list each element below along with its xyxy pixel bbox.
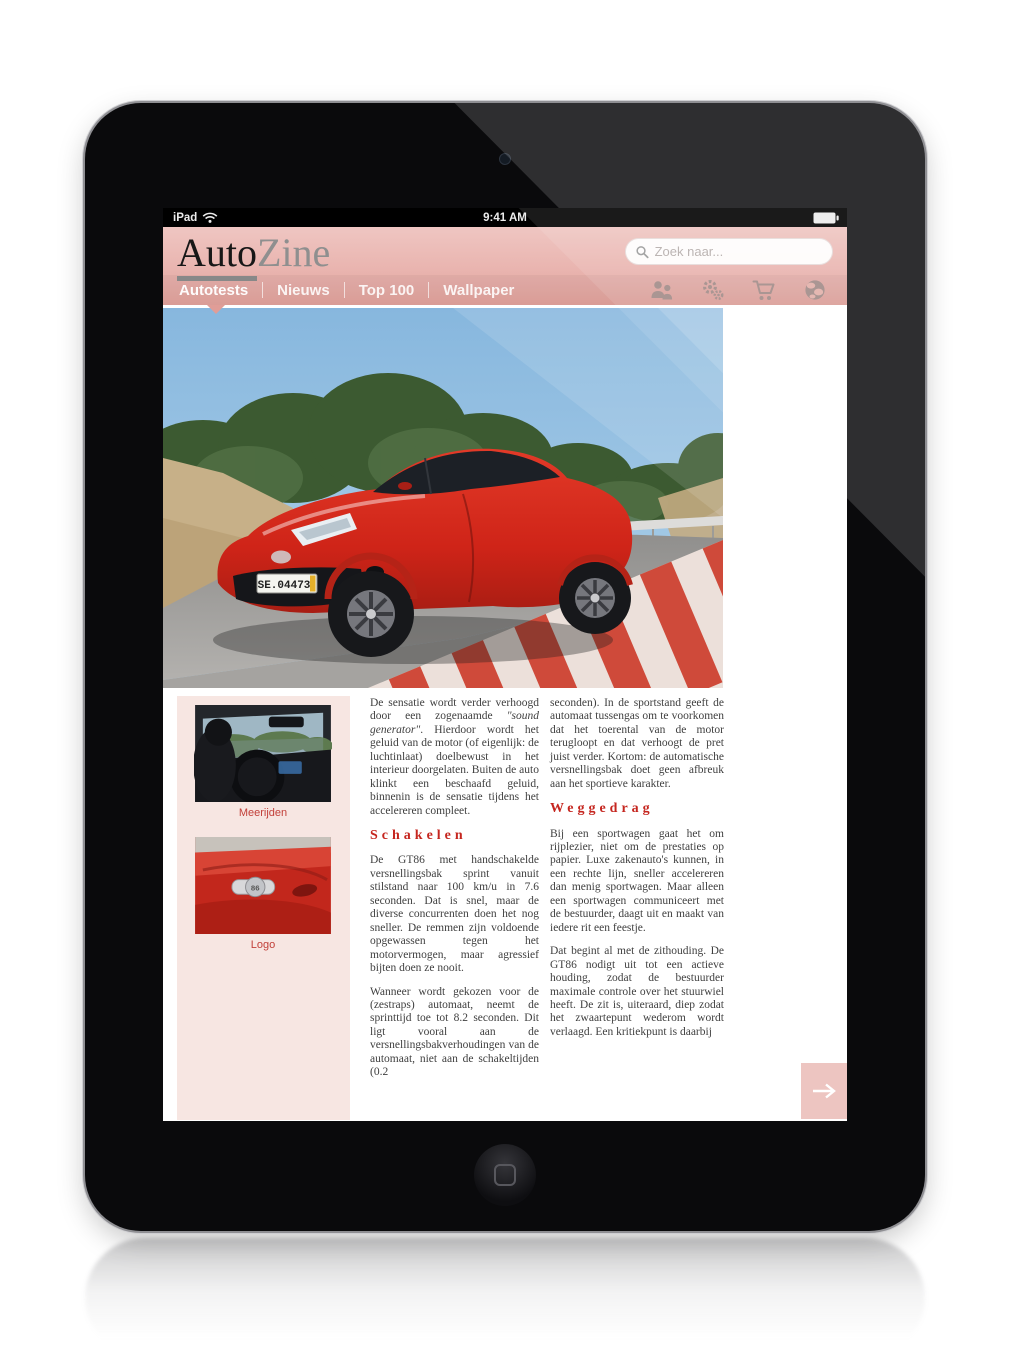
thumbnail-caption: Meerijden: [238, 807, 288, 819]
sidebar: [177, 696, 350, 1120]
paragraph: De GT86 met handschakelde versnellingsbak sprint vanuit stilstand naar 100 km/u in 7.6 seconden. Dat is snel, maar de diverse concurrenten doen het nog sneller. De remmen zijn voldoende opgewassen tegen het motorvermogen, maar agressief bijten doen ze nooit.: [370, 854, 539, 975]
search-input[interactable]: [655, 244, 822, 259]
section-heading-weggedrag: Weggedrag: [550, 801, 654, 817]
users-icon[interactable]: [650, 279, 674, 301]
nav-bar: [163, 275, 847, 305]
paragraph: De sensatie wordt verder verhoogd door een zogenaamde "sound generator". Hierdoor wordt het geluid van de motor (of eigenlijk: de luchtinlaat) doelbewust in het interieur doorgelaten. Buiten de auto klinkt een beschaafd geluid, binnenin is de sensatie tijdens het accelereren compleet.: [370, 697, 539, 817]
interior-thumbnail-image: [194, 705, 332, 802]
car-photo-illustration: [163, 308, 723, 688]
cart-icon[interactable]: [752, 279, 776, 301]
search-bar[interactable]: [625, 238, 833, 265]
svg-text:86: 86: [250, 883, 260, 893]
tab-autotests[interactable]: Autotests: [179, 281, 249, 299]
paragraph: Bij een sportwagen gaat het om rijplezier, niet om de prestaties op papier. Luxe zakenauto's kunnen, in een rechte lijn, sneller accelereren dan menig sportwagen. Maar alleen een sportwagen communiceert met de bestuurder, daagt uit en maakt van iedere rit een feestje.: [550, 827, 724, 934]
tab-top-100[interactable]: Top 100: [358, 281, 415, 299]
thumbnail-meerijden[interactable]: [194, 705, 332, 819]
paragraph: seconden). In de sportstand geeft de automaat tussengas om te voorkomen dat het toerental van de motor terugloopt en dat verhoogt de pret juist verder. Kortom: de automatische versnellingsbak doet geen afbreuk aan het sportieve karakter.: [550, 697, 724, 790]
search-icon: [636, 245, 649, 259]
carrier-label: iPad: [173, 211, 198, 224]
thumbnail-logo[interactable]: [194, 837, 332, 951]
tab-wallpaper[interactable]: Wallpaper: [443, 281, 515, 299]
hero-photo: [163, 308, 723, 688]
device-reflection: [85, 1238, 925, 1358]
article-column-1: [370, 697, 539, 1090]
logo-part-2: Zine: [257, 230, 331, 275]
tab-nieuws[interactable]: Nieuws: [277, 281, 330, 299]
status-bar: [163, 208, 847, 227]
logo[interactable]: [177, 230, 331, 275]
header-action-icons: [650, 279, 827, 301]
article-column-2: [550, 697, 724, 1049]
home-button[interactable]: [474, 1144, 536, 1206]
clock: 9:41 AM: [483, 211, 527, 224]
home-button-square-icon: [494, 1164, 516, 1186]
thumbnail-caption: Logo: [250, 939, 276, 951]
active-tab-pointer-icon: [207, 305, 225, 314]
app-header: [163, 227, 847, 305]
settings-icon[interactable]: [701, 279, 725, 301]
arrow-right-icon: [811, 1083, 837, 1099]
badge-thumbnail-image: [194, 837, 332, 934]
ipad-device: [85, 103, 925, 1231]
license-plate: SE.04473: [257, 580, 311, 592]
paragraph: Wanneer wordt gekozen voor de (zestraps) automaat, neemt de sprinttijd toe tot 8.2 seconden. Dit ligt vooral aan de versnellingsbakverhoudingen van de automaat, niet aan de schakeltijden (0.2: [370, 985, 539, 1079]
next-page-button[interactable]: [801, 1063, 847, 1119]
paragraph: Dat begint al met de zithouding. De GT86 nodigt uit tot een actieve houding, zodat de bestuurder maximale controle over het stuurwiel heeft. De zit is, uiteraard, diep zodat het zwaartepunt wederom wordt verlaagd. Een kritiekpunt is daarbij: [550, 945, 724, 1038]
section-heading-schakelen: Schakelen: [370, 828, 467, 844]
globe-icon[interactable]: [803, 279, 827, 301]
logo-part-1: Auto: [177, 230, 257, 281]
screen: [163, 208, 847, 1121]
camera: [499, 153, 511, 165]
